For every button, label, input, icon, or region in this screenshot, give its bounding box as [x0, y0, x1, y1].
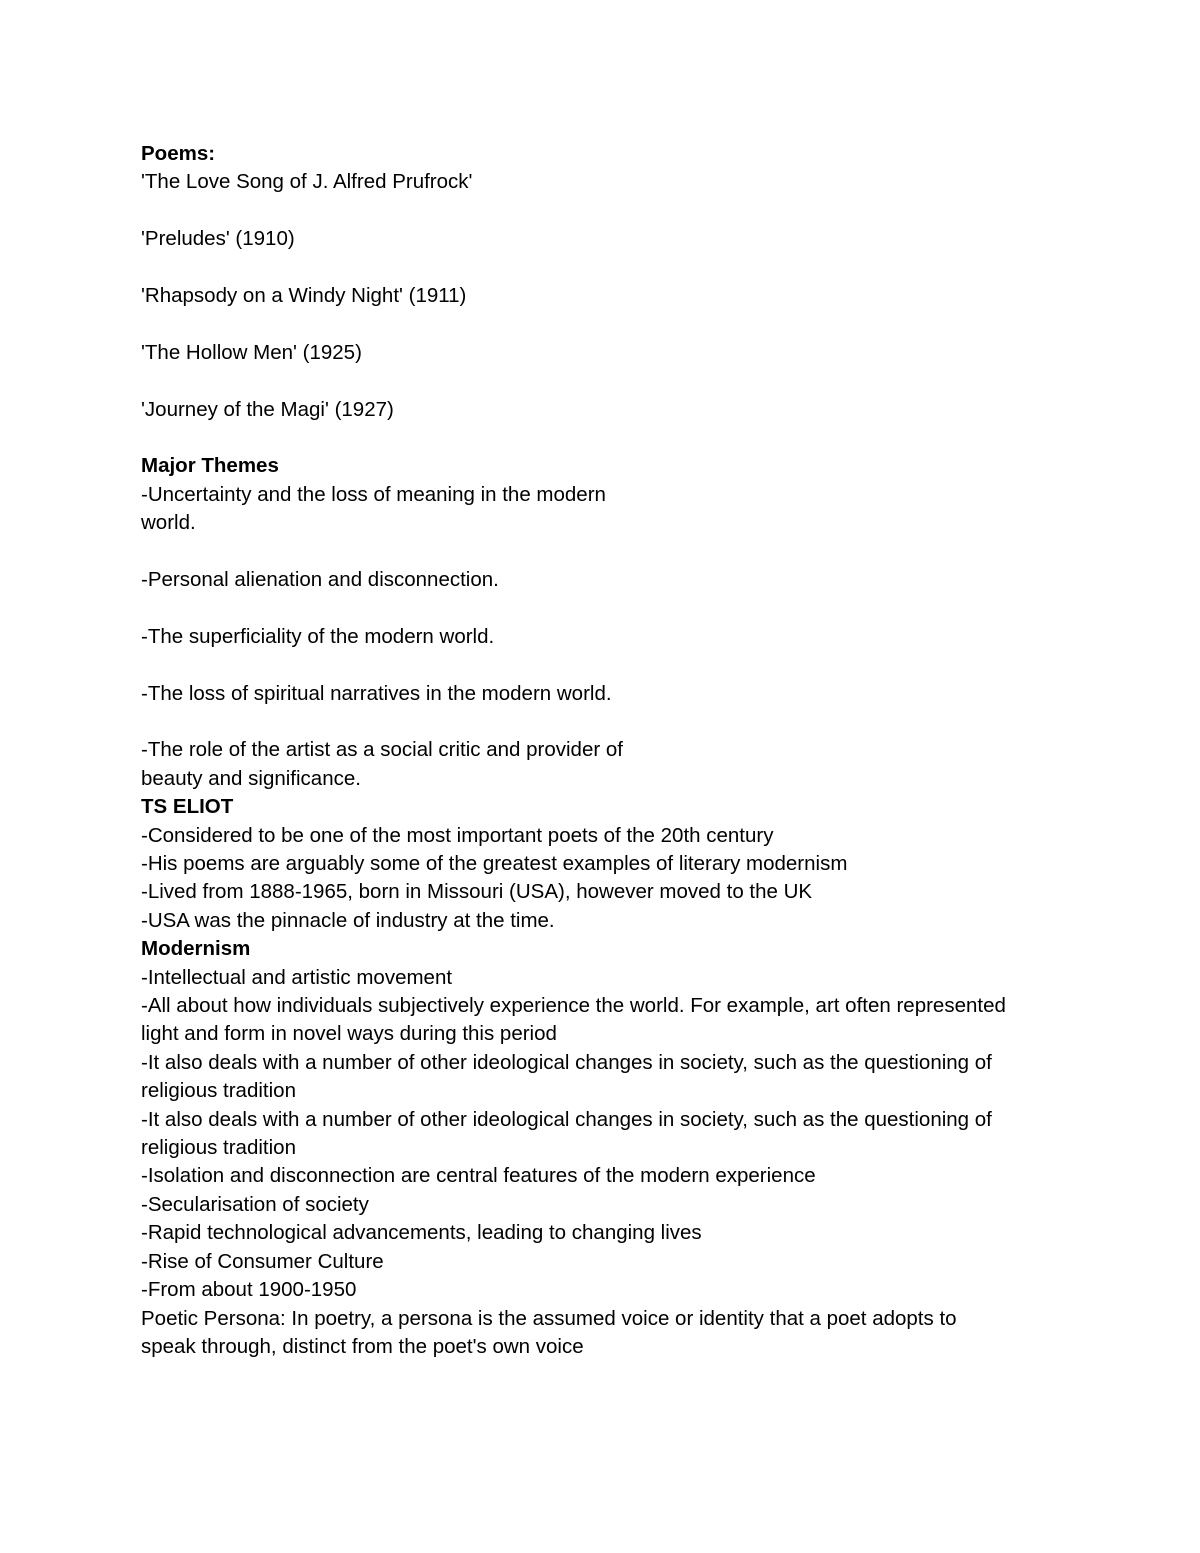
- blank-line: [141, 651, 1071, 679]
- theme-item-line: -The role of the artist as a social critic and provider of: [141, 738, 623, 762]
- themes-heading: Major Themes: [141, 454, 279, 478]
- theme-item-line: -Uncertainty and the loss of meaning in the modern: [141, 482, 606, 506]
- blank-line: [141, 424, 1071, 452]
- poem-item: 'Journey of the Magi' (1927): [141, 397, 394, 421]
- blank-line: [141, 367, 1071, 395]
- blank-line: [141, 254, 1071, 282]
- eliot-item: -Considered to be one of the most important poets of the 20th century: [141, 823, 774, 847]
- poem-item: 'The Love Song of J. Alfred Prufrock': [141, 170, 473, 194]
- blank-line: [141, 594, 1071, 622]
- poem-item: 'The Hollow Men' (1925): [141, 340, 362, 364]
- blank-line: [141, 310, 1071, 338]
- persona-definition-line: Poetic Persona: In poetry, a persona is the assumed voice or identity that a poet adopts to: [141, 1306, 957, 1330]
- theme-item-line: -The superficiality of the modern world.: [141, 624, 495, 648]
- poem-item: 'Preludes' (1910): [141, 227, 295, 251]
- modernism-item-line: -It also deals with a number of other ideological changes in society, such as the questioning of: [141, 1050, 992, 1074]
- theme-item-line: world.: [141, 511, 196, 535]
- modernism-item-line: -Isolation and disconnection are central features of the modern experience: [141, 1164, 816, 1188]
- modernism-item-line: -It also deals with a number of other ideological changes in society, such as the questioning of: [141, 1107, 992, 1131]
- modernism-item-line: religious tradition: [141, 1079, 296, 1103]
- poem-item: 'Rhapsody on a Windy Night' (1911): [141, 284, 467, 307]
- modernism-heading: Modernism: [141, 937, 251, 961]
- blank-line: [141, 197, 1071, 225]
- theme-item-line: -Personal alienation and disconnection.: [141, 568, 499, 591]
- modernism-item-line: -Rapid technological advancements, leading to changing lives: [141, 1221, 702, 1245]
- eliot-item: -His poems are arguably some of the greatest examples of literary modernism: [141, 852, 848, 876]
- modernism-item-line: light and form in novel ways during this period: [141, 1022, 557, 1046]
- theme-item-line: -The loss of spiritual narratives in the modern world.: [141, 681, 612, 705]
- blank-line: [141, 708, 1071, 736]
- theme-item-line: beauty and significance.: [141, 766, 361, 790]
- modernism-item-line: -Intellectual and artistic movement: [141, 965, 453, 989]
- eliot-heading: TS ELIOT: [141, 795, 234, 819]
- eliot-item: -USA was the pinnacle of industry at the time.: [141, 908, 555, 932]
- eliot-item: -Lived from 1888-1965, born in Missouri (USA), however moved to the UK: [141, 880, 813, 904]
- persona-definition-line: speak through, distinct from the poet's own voice: [141, 1334, 584, 1358]
- modernism-item-line: -Rise of Consumer Culture: [141, 1249, 384, 1273]
- poems-heading: Poems:: [141, 142, 216, 165]
- modernism-item-line: -From about 1900-1950: [141, 1278, 357, 1302]
- document-body: [141, 140, 1071, 1361]
- modernism-item-line: -All about how individuals subjectively experience the world. For example, art often represented: [141, 994, 1006, 1018]
- modernism-item-line: -Secularisation of society: [141, 1192, 369, 1216]
- modernism-item-line: religious tradition: [141, 1136, 296, 1160]
- blank-line: [141, 538, 1071, 566]
